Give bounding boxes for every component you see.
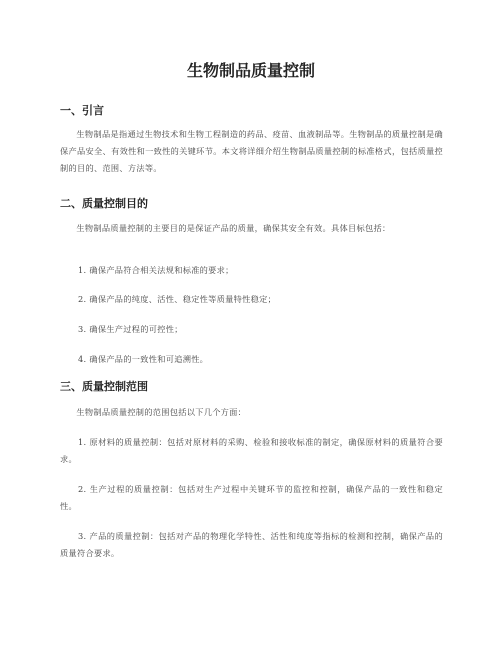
list-item: 1. 原材料的质量控制：包括对原材料的采购、检验和接收标准的制定，确保原材料的质量符合要求。 — [60, 437, 443, 464]
list-item: 2. 生产过程的质量控制：包括对生产过程中关键环节的监控和控制，确保产品的一致性和稳定性。 — [60, 484, 443, 511]
list-item: 3. 确保生产过程的可控性； — [78, 324, 183, 334]
section-paragraph: 生物制品是指通过生物技术和生物工程制造的药品、疫苗、血液制品等。生物制品的质量控制是确保产品安全、有效性和一致性的关键环节。本文将详细介绍生物制品质量控制的标准格式，包括质量控制的目的、范围、方法等。 — [60, 129, 443, 173]
section-paragraph: 生物制品质量控制的范围包括以下几个方面： — [76, 407, 247, 417]
list-item: 3. 产品的质量控制：包括对产品的物理化学特性、活性和纯度等指标的检测和控制，确保产品的质量符合要求。 — [60, 531, 443, 558]
section-heading-scope: 三、质量控制范围 — [60, 380, 148, 393]
document-title: 生物制品质量控制 — [186, 61, 315, 80]
section-heading-introduction: 一、引言 — [60, 104, 104, 117]
list-item: 1. 确保产品符合相关法规和标准的要求； — [78, 265, 234, 275]
list-item: 4. 确保产品的一致性和可追溯性。 — [78, 354, 209, 364]
list-item: 2. 确保产品的纯度、活性、稳定性等质量特性稳定； — [78, 294, 277, 304]
section-heading-purpose: 二、质量控制目的 — [60, 197, 148, 210]
section-paragraph: 生物制品质量控制的主要目的是保证产品的质量，确保其安全有效。具体目标包括： — [76, 223, 391, 233]
